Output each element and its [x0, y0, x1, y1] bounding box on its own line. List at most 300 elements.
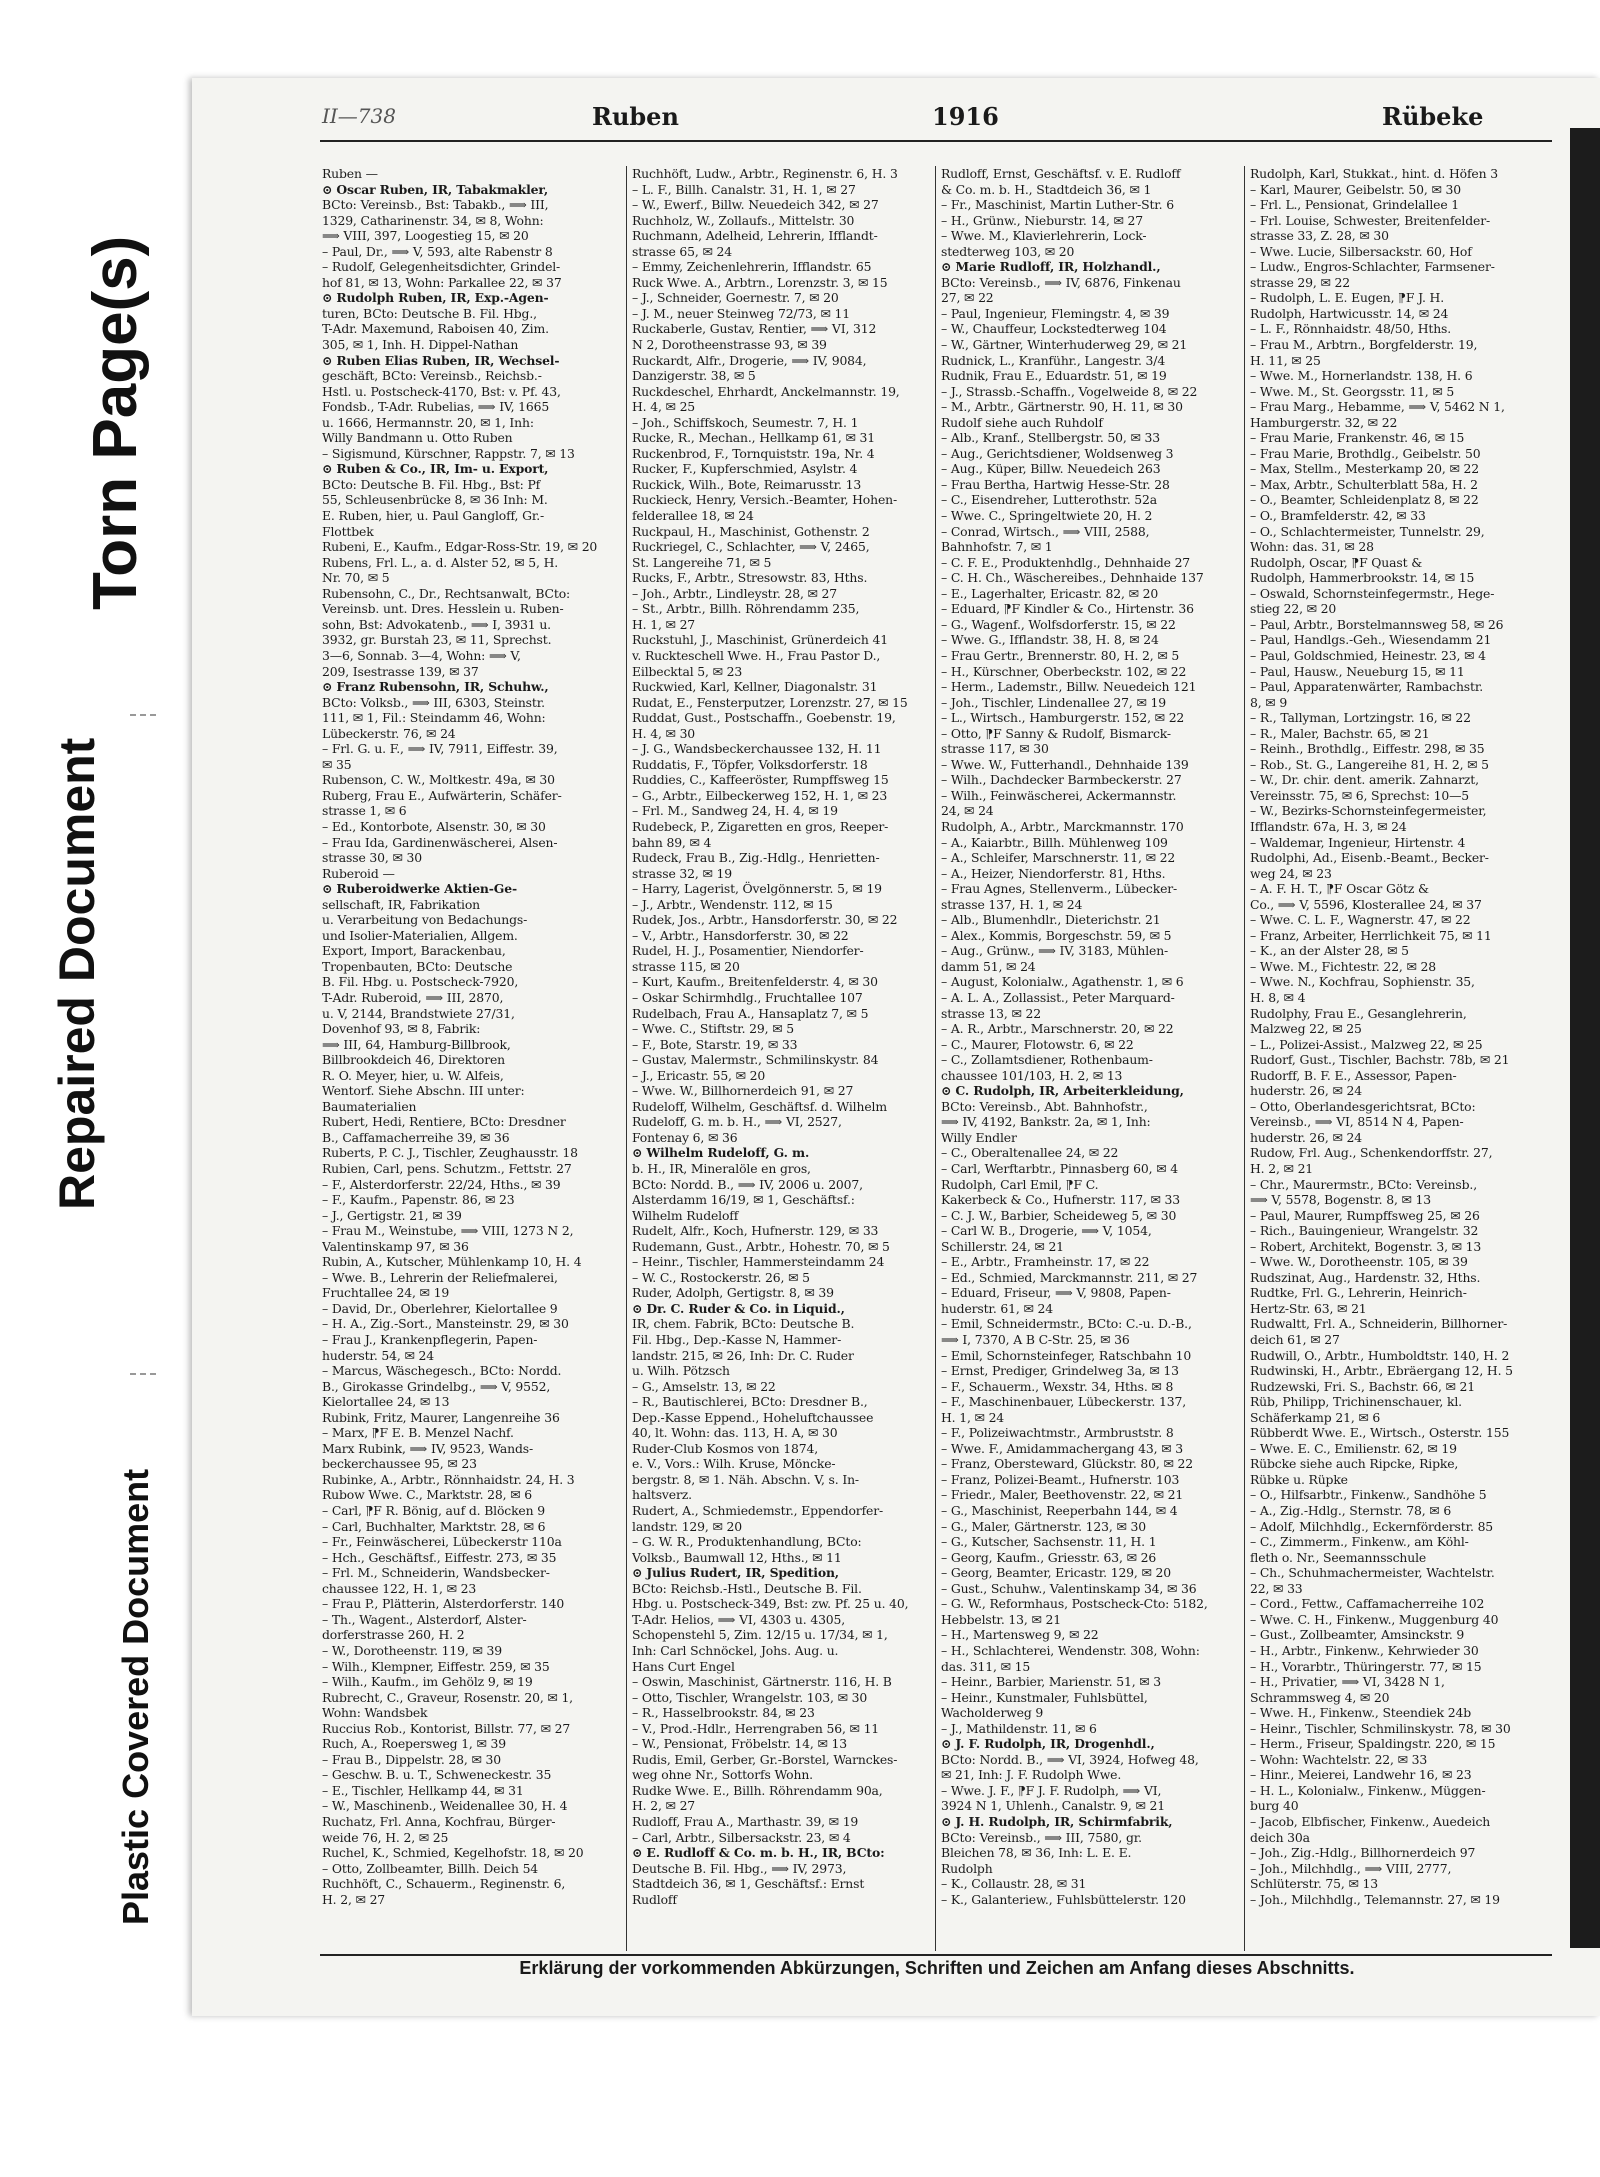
directory-entry-line: deich 30a — [1250, 1829, 1310, 1845]
directory-entry-line: Rudolph — [941, 1860, 993, 1876]
directory-entry-line: Rudeck, Frau B., Zig.-Hdlg., Henrietten- — [632, 850, 880, 866]
directory-entry-line: Schrammsweg 4, ✉ 20 — [1250, 1689, 1390, 1705]
directory-entry-line: 55, Schleusenbrücke 8, ✉ 36 Inh: M. — [322, 492, 548, 508]
directory-entry-line: Ruckpaul, H., Maschinist, Gothenstr. 2 — [632, 523, 870, 539]
directory-entry-line: Schopenstehl 5, Zim. 12/15 u. 17/34, ✉ 1, — [632, 1627, 888, 1643]
directory-entry-line: ⟹ III, 64, Hamburg-Billbrook, — [322, 1036, 511, 1052]
directory-entry-line: – Frau Marie, Brothdlg., Geibelstr. 50 — [1250, 445, 1481, 461]
directory-entry-line: Rudelbach, Frau A., Hansaplatz 7, ✉ 5 — [632, 1005, 869, 1021]
directory-entry-line: Rudnick, L., Kranführ., Langestr. 3/4 — [941, 352, 1166, 368]
directory-entry-line: – Rudolph, L. E. Eugen, ⁋F J. H. — [1250, 290, 1445, 306]
directory-entry-line: Rubow Wwe. C., Marktstr. 28, ✉ 6 — [322, 1487, 532, 1503]
directory-entry-line: weide 76, H. 2, ✉ 25 — [322, 1829, 449, 1845]
directory-entry-line: – A., Schleifer, Marschnerstr. 11, ✉ 22 — [941, 850, 1176, 866]
directory-entry-line: strasse 117, ✉ 30 — [941, 741, 1049, 757]
directory-entry-line: huderstr. 26, ✉ 24 — [1250, 1083, 1362, 1099]
directory-entry-line: – Franz, Polizei-Beamt., Hufnerstr. 103 — [941, 1471, 1180, 1487]
directory-entry-line: ⊙ Ruben & Co., IR, Im- u. Export, — [322, 461, 549, 477]
directory-entry-line: – Fr., Maschinist, Martin Luther-Str. 6 — [941, 197, 1174, 213]
directory-entry-line: – Aug., Küper, Billw. Neuedeich 263 — [941, 461, 1161, 477]
directory-entry-line: Bahnhofstr. 7, ✉ 1 — [941, 539, 1053, 555]
directory-entry-line: – F., Bote, Starstr. 19, ✉ 33 — [632, 1036, 798, 1052]
directory-entry-line: – Gust., Schuhw., Valentinskamp 34, ✉ 36 — [941, 1580, 1197, 1596]
directory-entry-line: ⊙ Marie Rudloff, IR, Holzhandl., — [941, 259, 1161, 275]
directory-entry-line: – Georg, Kaufm., Griesstr. 63, ✉ 26 — [941, 1549, 1157, 1565]
directory-entry-line: – W., Gärtner, Winterhuderweg 29, ✉ 21 — [941, 337, 1188, 353]
directory-entry-line: bergstr. 8, ✉ 1. Näh. Abschn. V, s. In- — [632, 1471, 859, 1487]
directory-entry-line: – Ludw., Engros-Schlachter, Farmsener- — [1250, 259, 1495, 275]
directory-entry-line: Wacholderweg 9 — [941, 1705, 1044, 1721]
directory-entry-line: huderstr. 26, ✉ 24 — [1250, 1129, 1362, 1145]
page-number: II—738 — [322, 104, 396, 128]
directory-entry-line: Ruddat, Gust., Postschaffn., Goebenstr. 19, — [632, 710, 896, 726]
directory-entry-line: – Robert, Architekt, Bogenstr. 3, ✉ 13 — [1250, 1238, 1482, 1254]
directory-entry-line: – Frau P., Plätterin, Alsterdorferstr. 140 — [322, 1596, 565, 1612]
directory-entry-line: Eilbecktal 5, ✉ 23 — [632, 663, 743, 679]
directory-entry-line: Rubien, Carl, pens. Schutzm., Fettstr. 27 — [322, 1161, 572, 1176]
directory-entry-line: – Ed., Kontorbote, Alsenstr. 30, ✉ 30 — [322, 818, 546, 834]
directory-entry-line: Rübberdt Wwe. E., Wirtsch., Osterstr. 155 — [1250, 1425, 1510, 1441]
directory-entry-line: E. Ruben, hier, u. Paul Gangloff, Gr.- — [322, 508, 545, 524]
directory-entry-line: Rudert, A., Schmiedemstr., Eppendorfer- — [632, 1503, 884, 1519]
directory-entry-line: – Carl, Werftarbtr., Pinnasberg 60, ✉ 4 — [941, 1161, 1178, 1176]
directory-entry-line: – W., Dorotheenstr. 119, ✉ 39 — [322, 1642, 502, 1658]
directory-entry-line: strasse 32, ✉ 19 — [632, 865, 732, 881]
directory-entry-line: Ruchhöft, Ludw., Arbtr., Reginenstr. 6, H. 3 — [632, 166, 898, 181]
directory-entry-line: – O., Bramfelderstr. 42, ✉ 33 — [1250, 508, 1426, 524]
directory-entry-line: Co., ⟹ V, 5596, Klosterallee 24, ✉ 37 — [1250, 896, 1482, 912]
directory-entry-line: Rudolph, Hammerbrookstr. 14, ✉ 15 — [1250, 570, 1475, 586]
directory-entry-line: strasse 13, ✉ 22 — [941, 1005, 1041, 1021]
directory-column-2 — [632, 166, 930, 1951]
directory-entry-line: BCto: Reichsb.-Hstl., Deutsche B. Fil. — [632, 1580, 862, 1596]
directory-entry-line: sellschaft, IR, Fabrikation — [322, 896, 481, 912]
directory-entry-line: – G., Arbtr., Eilbeckerweg 152, H. 1, ✉ 23 — [632, 787, 888, 803]
directory-entry-line: ⟹ V, 5578, Bogenstr. 8, ✉ 13 — [1250, 1192, 1432, 1208]
directory-entry-line: Rudolph, Carl Emil, ⁋F C. — [941, 1176, 1099, 1192]
directory-entry-line: Willy Bandmann u. Otto Ruben — [322, 430, 513, 446]
directory-entry-line: – Gust., Zollbeamter, Amsinckstr. 9 — [1250, 1627, 1465, 1643]
directory-entry-line: – R., Maler, Bachstr. 65, ✉ 21 — [1250, 725, 1430, 741]
directory-entry-line: – J., Schneider, Goernestr. 7, ✉ 20 — [632, 290, 839, 306]
directory-entry-line: – Frl. L., Pensionat, Grindelallee 1 — [1250, 197, 1460, 213]
directory-entry-line: – E., Arbtr., Framheinstr. 17, ✉ 22 — [941, 1254, 1150, 1270]
directory-entry-line: Rubin, A., Kutscher, Mühlenkamp 10, H. 4 — [322, 1254, 582, 1270]
directory-entry-line: – J. M., neuer Steinweg 72/73, ✉ 11 — [632, 305, 850, 321]
directory-entry-line: BCto: Deutsche B. Fil. Hbg., Bst: Pf — [322, 476, 541, 492]
directory-entry-line: – Wwe. G., Ifflandstr. 38, H. 8, ✉ 24 — [941, 632, 1159, 648]
directory-entry-line: – Joh., Milchhdlg., Telemannstr. 27, ✉ 19 — [1250, 1891, 1500, 1907]
directory-entry-line: – Otto, ⁋F Sanny & Rudolf, Bismarck- — [941, 725, 1171, 741]
directory-entry-line: – E., Lagerhalter, Ericastr. 82, ✉ 20 — [941, 585, 1159, 601]
directory-page — [192, 78, 1600, 2016]
directory-entry-line: – Joh., Zig.-Hdlg., Billhornerdeich 97 — [1250, 1845, 1476, 1861]
directory-entry-line: – C., Zollamtsdiener, Rothenbaum- — [941, 1052, 1153, 1068]
directory-entry-line: – G., Amselstr. 13, ✉ 22 — [632, 1378, 776, 1394]
directory-entry-line: Alsterdamm 16/19, ✉ 1, Geschäftsf.: — [632, 1192, 855, 1208]
directory-entry-line: deich 61, ✉ 27 — [1250, 1332, 1340, 1348]
directory-entry-line: u. V, 2144, Brandstwiete 27/31, — [322, 1005, 515, 1021]
directory-entry-line: Hstl. u. Postscheck-4170, Bst: v. Pf. 43, — [322, 383, 561, 399]
directory-entry-line: – F., Kaufm., Papenstr. 86, ✉ 23 — [322, 1192, 515, 1208]
directory-entry-line: Rudolphy, Frau E., Gesanglehrerin, — [1250, 1005, 1467, 1021]
directory-entry-line: – Joh., Schiffskoch, Seumestr. 7, H. 1 — [632, 414, 859, 430]
directory-entry-line: Baumaterialien — [322, 1098, 417, 1114]
directory-entry-line: – C., Oberaltenallee 24, ✉ 22 — [941, 1145, 1119, 1161]
directory-entry-line: u. 1666, Hermannstr. 20, ✉ 1, Inh: — [322, 414, 534, 430]
directory-entry-line: Hans Curt Engel — [632, 1658, 735, 1674]
directory-entry-line: huderstr. 54, ✉ 24 — [322, 1347, 434, 1363]
directory-entry-line: landstr. 129, ✉ 20 — [632, 1518, 742, 1534]
directory-entry-line: stedterweg 103, ✉ 20 — [941, 243, 1075, 259]
directory-entry-line: – Heinr., Barbier, Marienstr. 51, ✉ 3 — [941, 1674, 1162, 1690]
directory-entry-line: 27, ✉ 22 — [941, 290, 994, 306]
directory-entry-line: – H., Grünw., Nieburstr. 14, ✉ 27 — [941, 212, 1144, 228]
directory-entry-line: – K., an der Alster 28, ✉ 5 — [1250, 943, 1409, 959]
directory-entry-line: ⟹ VIII, 397, Loogestieg 15, ✉ 20 — [322, 228, 529, 244]
directory-entry-line: – Reinh., Brothdlg., Eiffestr. 298, ✉ 35 — [1250, 741, 1485, 757]
directory-entry-line: Rudolf siehe auch Ruhdolf — [941, 414, 1103, 430]
directory-entry-line: Malzweg 22, ✉ 25 — [1250, 1021, 1362, 1037]
directory-entry-line: – F., Maschinenbauer, Lübeckerstr. 137, — [941, 1394, 1186, 1410]
directory-entry-line: Rubenson, C. W., Moltkestr. 49a, ✉ 30 — [322, 772, 555, 788]
directory-entry-line: u. Verarbeitung von Bedachungs- — [322, 912, 528, 928]
header-first-entry: Ruben — [592, 102, 679, 131]
directory-entry-line: 3924 N 1, Uhlenh., Canalstr. 9, ✉ 21 — [941, 1798, 1165, 1814]
directory-entry-line: turen, BCto: Deutsche B. Fil. Hbg., — [322, 305, 537, 321]
directory-entry-line: – O., Schlachtermeister, Tunnelstr. 29, — [1250, 523, 1485, 539]
directory-entry-line: – Rob., St. G., Langereihe 81, H. 2, ✉ 5 — [1250, 756, 1489, 772]
directory-entry-line: fleth o. Nr., Seemannsschule — [1250, 1549, 1427, 1565]
directory-entry-line: Schäferkamp 21, ✉ 6 — [1250, 1409, 1381, 1425]
directory-entry-line: Fondsb., T-Adr. Rubelias, ⟹ IV, 1665 — [322, 399, 550, 415]
tear-marker — [130, 714, 156, 716]
directory-entry-line: – Wwe. W., Dorotheenstr. 105, ✉ 39 — [1250, 1254, 1468, 1270]
directory-entry-line: – Frau M., Arbtrn., Borgfelderstr. 19, — [1250, 337, 1478, 353]
directory-entry-line: Schillerstr. 24, ✉ 21 — [941, 1238, 1064, 1254]
directory-entry-line: e. V., Vors.: Wilh. Kruse, Möncke- — [632, 1456, 836, 1472]
directory-entry-line: H. 11, ✉ 25 — [1250, 352, 1321, 368]
directory-entry-line: – L., Wirtsch., Hamburgerstr. 152, ✉ 22 — [941, 710, 1185, 726]
directory-entry-line: – J., Strassb.-Schaffn., Vogelweide 8, ✉ 22 — [941, 383, 1198, 399]
directory-entry-line: – Herm., Friseur, Spaldingstr. 220, ✉ 15 — [1250, 1736, 1496, 1752]
directory-entry-line: – G., Maschinist, Reeperbahn 144, ✉ 4 — [941, 1503, 1178, 1519]
directory-entry-line: – Adolf, Milchhdlg., Eckernförderstr. 85 — [1250, 1518, 1494, 1534]
directory-entry-line: – J., Mathildenstr. 11, ✉ 6 — [941, 1720, 1097, 1736]
directory-entry-line: Fontenay 6, ✉ 36 — [632, 1129, 738, 1145]
directory-entry-line: 40, lt. Wohn: das. 113, H. A, ✉ 30 — [632, 1425, 838, 1441]
directory-entry-line: ⊙ Franz Rubensohn, IR, Schuhw., — [322, 679, 549, 695]
directory-entry-line: – Oswald, Schornsteinfegermstr., Hege- — [1250, 585, 1495, 601]
directory-entry-line: – Wwe. F., Amidammachergang 43, ✉ 3 — [941, 1440, 1183, 1456]
directory-entry-line: Fruchtallee 24, ✉ 19 — [322, 1285, 450, 1301]
directory-entry-line: Rubink, Fritz, Maurer, Langenreihe 36 — [322, 1409, 560, 1425]
directory-entry-line: – Carl W. B., Drogerie, ⟹ V, 1054, — [941, 1223, 1152, 1239]
directory-entry-line: Rudtke, Frl. G., Lehrerin, Heinrich- — [1250, 1285, 1467, 1301]
directory-entry-line: – H. L., Kolonialw., Finkenw., Müggen- — [1250, 1782, 1486, 1798]
directory-entry-line: T-Adr. Ruberoid, ⟹ III, 2870, — [322, 989, 504, 1005]
directory-entry-line: stieg 22, ✉ 20 — [1250, 601, 1337, 617]
directory-entry-line: – Wwe. B., Lehrerin der Reliefmalerei, — [322, 1269, 558, 1285]
directory-entry-line: – Frl. M., Sandweg 24, H. 4, ✉ 19 — [632, 803, 838, 819]
directory-entry-line: – Frau Marie, Frankenstr. 46, ✉ 15 — [1250, 430, 1465, 446]
directory-entry-line: Rudke Wwe. E., Billh. Röhrendamm 90a, — [632, 1782, 883, 1798]
directory-entry-line: Dovenhof 93, ✉ 8, Fabrik: — [322, 1021, 481, 1037]
directory-entry-line: – C. J. W., Barbier, Scheideweg 5, ✉ 30 — [941, 1207, 1177, 1223]
directory-entry-line: Rubens, Frl. L., a. d. Alster 52, ✉ 5, H. — [322, 554, 559, 570]
directory-entry-line: Rudolph, Oscar, ⁋F Quast & — [1250, 554, 1423, 570]
directory-entry-line: Rudorf, Gust., Tischler, Bachstr. 78b, ✉ 21 — [1250, 1052, 1510, 1068]
directory-entry-line: Rucker, F., Kupferschmied, Asylstr. 4 — [632, 461, 858, 477]
directory-entry-line: – Wilh., Klempner, Eiffestr. 259, ✉ 35 — [322, 1658, 550, 1674]
directory-entry-line: beckerchaussee 95, ✉ 23 — [322, 1456, 477, 1472]
directory-entry-line: Rudwaltt, Frl. A., Schneiderin, Billhorner- — [1250, 1316, 1508, 1332]
directory-entry-line: – O., Hilfsarbtr., Finkenw., Sandhöhe 5 — [1250, 1487, 1487, 1503]
directory-entry-line: ⊙ Ruben Elias Ruben, IR, Wechsel- — [322, 352, 560, 368]
directory-entry-line: Rudis, Emil, Gerber, Gr.-Borstel, Warnckes- — [632, 1751, 898, 1767]
directory-entry-line: ⟹ I, 7370, A B C-Str. 25, ✉ 36 — [941, 1332, 1130, 1348]
page-edge-shadow — [1570, 128, 1600, 1948]
directory-entry-line: – Fr., Feinwäscherei, Lübeckerstr 110a — [322, 1534, 562, 1550]
directory-entry-line: ⊙ Oscar Ruben, IR, Tabakmakler, — [322, 181, 549, 197]
directory-entry-line: Ruddies, C., Kaffeeröster, Rumpffsweg 15 — [632, 772, 889, 788]
directory-entry-line: Ruberts, P. C. J., Tischler, Zeughausstr. 18 — [322, 1145, 578, 1161]
directory-entry-line: Ruchmann, Adelheid, Lehrerin, Ifflandt- — [632, 228, 878, 244]
directory-entry-line: BCto: Vereinsb., ⟹ III, 7580, gr. — [941, 1829, 1142, 1845]
directory-entry-line: Ruckaberle, Gustav, Rentier, ⟹ VI, 312 — [632, 321, 877, 337]
directory-entry-line: Hamburgerstr. 32, ✉ 22 — [1250, 414, 1398, 430]
directory-entry-line: – David, Dr., Oberlehrer, Kielortallee 9 — [322, 1300, 558, 1316]
directory-entry-line: Lübeckerstr. 76, ✉ 24 — [322, 725, 456, 741]
directory-entry-line: IR, chem. Fabrik, BCto: Deutsche B. — [632, 1316, 855, 1332]
directory-entry-line: – Sigismund, Kürschner, Rappstr. 7, ✉ 13 — [322, 445, 575, 461]
directory-entry-line: – A. R., Arbtr., Marschnerstr. 20, ✉ 22 — [941, 1021, 1174, 1037]
directory-entry-line: Rudeloff, G. m. b. H., ⟹ VI, 2527, — [632, 1114, 842, 1130]
directory-entry-line: – Eduard, ⁋F Kindler & Co., Hirtenstr. 36 — [941, 601, 1194, 617]
column-divider — [626, 166, 627, 1951]
directory-entry-line: – Hch., Geschäftsf., Eiffestr. 273, ✉ 35 — [322, 1549, 557, 1565]
directory-entry-line: – C., Zimmerm., Finkenw., am Köhl- — [1250, 1534, 1469, 1550]
directory-entry-line: – A., Heizer, Niendorferstr. 81, Hths. — [941, 865, 1166, 881]
directory-entry-line: ⊙ C. Rudolph, IR, Arbeiterkleidung, — [941, 1083, 1184, 1099]
directory-entry-line: Ruckriegel, C., Schlachter, ⟹ V, 2465, — [632, 539, 870, 555]
directory-entry-line: – C. F. E., Produktenhdlg., Dehnhaide 27 — [941, 554, 1191, 570]
directory-entry-line: – V., Arbtr., Hansdorferstr. 30, ✉ 22 — [632, 927, 849, 943]
directory-entry-line: BCto: Volksb., ⟹ III, 6303, Steinstr. — [322, 694, 545, 710]
directory-entry-line: – Wwe. J. F., ⁋F J. F. Rudolph, ⟹ VI, — [941, 1782, 1162, 1798]
directory-entry-line: 1329, Catharinenstr. 34, ✉ 8, Wohn: — [322, 212, 544, 228]
directory-entry-line: Inh: Carl Schnöckel, Johs. Aug. u. — [632, 1642, 839, 1658]
directory-entry-line: ⊙ J. H. Rudolph, IR, Schirmfabrik, — [941, 1813, 1173, 1829]
directory-entry-line: das. 311, ✉ 15 — [941, 1658, 1031, 1674]
directory-entry-line: B., Caffamacherreihe 39, ✉ 36 — [322, 1129, 510, 1145]
directory-entry-line: – Harry, Lagerist, Övelgönnerstr. 5, ✉ 19 — [632, 881, 882, 897]
directory-entry-line: – W., Maschinenb., Weidenallee 30, H. 4 — [322, 1798, 568, 1814]
directory-entry-line: – Frau Bertha, Hartwig Hesse-Str. 28 — [941, 476, 1170, 492]
directory-entry-line: Dep.-Kasse Eppend., Hoheluftchaussee — [632, 1409, 874, 1425]
directory-entry-line: BCto: Nordd. B., ⟹ IV, 2006 u. 2007, — [632, 1176, 863, 1192]
directory-entry-line: strasse 1, ✉ 6 — [322, 803, 407, 819]
directory-entry-line: Bleichen 78, ✉ 36, Inh: L. E. E. — [941, 1845, 1132, 1861]
directory-entry-line: – Wwe. W., Futterhandl., Dehnhaide 139 — [941, 756, 1189, 772]
directory-entry-line: geschäft, BCto: Vereinsb., Reichsb.- — [322, 368, 542, 384]
directory-entry-line: – Waldemar, Ingenieur, Hirtenstr. 4 — [1250, 834, 1466, 850]
directory-entry-line: – G. W. R., Produktenhandlung, BCto: — [632, 1534, 862, 1550]
directory-entry-line: Ruberg, Frau E., Aufwärterin, Schäfer- — [322, 787, 562, 803]
directory-entry-line: Rudszinat, Aug., Hardenstr. 32, Hths. — [1250, 1269, 1481, 1285]
directory-entry-line: chaussee 101/103, H. 2, ✉ 13 — [941, 1067, 1123, 1083]
directory-entry-line: Rubensohn, C., Dr., Rechtsanwalt, BCto: — [322, 585, 571, 601]
directory-entry-line: – Hinr., Meierei, Landwehr 16, ✉ 23 — [1250, 1767, 1472, 1783]
directory-entry-line: – St., Arbtr., Billh. Röhrendamm 235, — [632, 601, 860, 617]
directory-entry-line: – Paul, Arbtr., Borstelmannsweg 58, ✉ 26 — [1250, 616, 1504, 632]
directory-entry-line: – W., Ewerf., Billw. Neuedeich 342, ✉ 27 — [632, 197, 879, 213]
directory-entry-line: b. H., IR, Mineralöle en gros, — [632, 1161, 811, 1176]
directory-entry-line: 305, ✉ 1, Inh. H. Dippel-Nathan — [322, 337, 519, 353]
directory-entry-line: – A. L. A., Zollassist., Peter Marquard- — [941, 989, 1175, 1005]
directory-column-3 — [941, 166, 1239, 1951]
directory-entry-line: 3932, gr. Burstah 23, ✉ 11, Sprechst. — [322, 632, 552, 648]
directory-entry-line: – O., Beamter, Schleidenplatz 8, ✉ 22 — [1250, 492, 1479, 508]
directory-entry-line: Ruder-Club Kosmos von 1874, — [632, 1440, 819, 1456]
directory-entry-line: H. 1, ✉ 27 — [632, 616, 696, 632]
repaired-document-label: Repaired Document — [49, 737, 105, 1210]
directory-entry-line: – H., Privatier, ⟹ VI, 3428 N 1, — [1250, 1674, 1445, 1690]
directory-entry-line: Ruckick, Wilh., Bote, Reimarusstr. 13 — [632, 476, 862, 492]
directory-entry-line: – Paul, Maurer, Rumpffsweg 25, ✉ 26 — [1250, 1207, 1480, 1223]
directory-entry-line: strasse 30, ✉ 30 — [322, 850, 422, 866]
directory-entry-line: Flottbek — [322, 523, 374, 539]
directory-entry-line: Ruckenbrod, F., Tornquiststr. 19a, Nr. 4 — [632, 445, 875, 461]
directory-entry-line: – Ernst, Prediger, Grindelweg 3a, ✉ 13 — [941, 1363, 1179, 1379]
directory-entry-line: – Th., Wagent., Alsterdorf, Alster- — [322, 1611, 527, 1627]
directory-entry-line: H. 8, ✉ 4 — [1250, 989, 1306, 1005]
directory-entry-line: Ruckdeschel, Ehrhardt, Anckelmannstr. 19, — [632, 383, 900, 399]
directory-entry-line: Ruder, Adolph, Gertigstr. 8, ✉ 39 — [632, 1285, 834, 1301]
directory-entry-line: – A. F. H. T., ⁋F Oscar Götz & — [1250, 881, 1429, 897]
directory-entry-line: – G., Wagenf., Wolfsdorferstr. 15, ✉ 22 — [941, 616, 1176, 632]
directory-entry-line: H. 4, ✉ 25 — [632, 399, 696, 415]
directory-entry-line: Export, Import, Barackenbau, — [322, 943, 506, 959]
directory-entry-line: – H., Martensweg 9, ✉ 22 — [941, 1627, 1099, 1643]
directory-entry-line: – Eduard, Friseur, ⟹ V, 9808, Papen- — [941, 1285, 1171, 1301]
directory-entry-line: ⊙ J. F. Rudolph, IR, Drogenhdl., — [941, 1736, 1155, 1752]
directory-entry-line: Rudemann, Gust., Arbtr., Hohestr. 70, ✉ 5 — [632, 1238, 890, 1254]
directory-entry-line: – Max, Arbtr., Schulterblatt 58a, H. 2 — [1250, 476, 1478, 492]
directory-entry-line: 209, Isestrasse 139, ✉ 37 — [322, 663, 479, 679]
directory-entry-line: – Emil, Schneidermstr., BCto: C.-u. D.-B., — [941, 1316, 1192, 1332]
directory-entry-line: – Wwe. M., Klavierlehrerin, Lock- — [941, 228, 1147, 244]
directory-entry-line: Fil. Hbg., Dep.-Kasse N, Hammer- — [632, 1332, 842, 1348]
directory-entry-line: – Frau B., Dippelstr. 28, ✉ 30 — [322, 1751, 501, 1767]
directory-entry-line: – Wilh., Dachdecker Barmbeckerstr. 27 — [941, 772, 1182, 788]
directory-entry-line: Kielortallee 24, ✉ 13 — [322, 1394, 450, 1410]
directory-entry-line: Rüb, Philipp, Trichinenschauer, kl. — [1250, 1394, 1462, 1410]
directory-entry-line: strasse 115, ✉ 20 — [632, 958, 740, 974]
directory-entry-line: haltsverz. — [632, 1487, 692, 1503]
directory-entry-line: B., Girokasse Grindelbg., ⟹ V, 9552, — [322, 1378, 551, 1394]
directory-entry-line: Rubrecht, C., Graveur, Rosenstr. 20, ✉ 1, — [322, 1689, 573, 1705]
directory-entry-line: – Rudolf, Gelegenheitsdichter, Grindel- — [322, 259, 561, 275]
plastic-covered-label: Plastic Covered Document — [115, 1468, 156, 1925]
directory-entry-line: St. Langereihe 71, ✉ 5 — [632, 554, 772, 570]
directory-entry-line: – Georg, Beamter, Ericastr. 129, ✉ 20 — [941, 1565, 1171, 1581]
directory-entry-line: – J., Gertigstr. 21, ✉ 39 — [322, 1207, 462, 1223]
directory-entry-line: Billbrookdeich 46, Direktoren — [322, 1052, 505, 1068]
directory-entry-line: – L. F., Rönnhaidstr. 48/50, Hths. — [1250, 321, 1452, 337]
directory-entry-line: Valentinskamp 97, ✉ 36 — [322, 1238, 469, 1254]
directory-entry-line: Vereinsstr. 75, ✉ 6, Sprechst: 10—5 — [1250, 787, 1470, 803]
directory-entry-line: Rudzewski, Fri. S., Bachstr. 66, ✉ 21 — [1250, 1378, 1476, 1394]
directory-entry-line: BCto: Vereinsb., Bst: Tabakb., ⟹ III, — [322, 197, 549, 213]
directory-entry-line: Rudek, Jos., Arbtr., Hansdorferstr. 30, ✉ 22 — [632, 912, 898, 928]
directory-entry-line: – H. A., Zig.-Sort., Mansteinstr. 29, ✉ 30 — [322, 1316, 569, 1332]
directory-entry-line: – C., Eisendreher, Lutterothstr. 52a — [941, 492, 1157, 508]
directory-entry-line: Rudloff, Frau A., Marthastr. 39, ✉ 19 — [632, 1813, 859, 1829]
directory-entry-line: – Gustav, Malermstr., Schmilinskystr. 84 — [632, 1052, 879, 1068]
directory-entry-line: – Frl. M., Schneiderin, Wandsbecker- — [322, 1565, 550, 1581]
directory-entry-line: – Carl, Buchhalter, Marktstr. 28, ✉ 6 — [322, 1518, 546, 1534]
directory-entry-line: strasse 137, H. 1, ✉ 24 — [941, 896, 1083, 912]
directory-entry-line: dorferstrasse 260, H. 2 — [322, 1627, 465, 1643]
column-divider — [1244, 166, 1245, 1951]
directory-entry-line: H. 2, ✉ 21 — [1250, 1161, 1314, 1176]
directory-entry-line: – Franz, Obersteward, Glückstr. 80, ✉ 22 — [941, 1456, 1193, 1472]
directory-entry-line: – Wwe. M., Fichtestr. 22, ✉ 28 — [1250, 958, 1436, 974]
directory-entry-line: – Wwe. C., Stiftstr. 29, ✉ 5 — [632, 1021, 794, 1037]
directory-entry-line: 24, ✉ 24 — [941, 803, 994, 819]
directory-entry-line: – Frau Marg., Hebamme, ⟹ V, 5462 N 1, — [1250, 399, 1505, 415]
directory-entry-line: Ruchhöft, C., Schauerm., Reginenstr. 6, — [322, 1876, 566, 1892]
page-header — [322, 98, 1552, 138]
directory-entry-line: Vereinsb. unt. Dres. Hesslein u. Ruben- — [322, 601, 564, 617]
directory-entry-line: – W., Bezirks-Schornsteinfegermeister, — [1250, 803, 1487, 819]
directory-entry-line: ✉ 35 — [322, 756, 352, 772]
directory-entry-line: burg 40 — [1250, 1798, 1299, 1814]
directory-entry-line: Tropenbauten, BCto: Deutsche — [322, 958, 513, 974]
directory-entry-line: – W. C., Rostockerstr. 26, ✉ 5 — [632, 1269, 810, 1285]
directory-entry-line: – H., Vorarbtr., Thüringerstr. 77, ✉ 15 — [1250, 1658, 1482, 1674]
directory-entry-line: – H., Arbtr., Finkenw., Kehrwieder 30 — [1250, 1642, 1479, 1658]
directory-entry-line: – Carl, ⁋F R. Bönig, auf d. Blöcken 9 — [322, 1503, 545, 1519]
directory-entry-line: – Frl. Louise, Schwester, Breitenfelder- — [1250, 212, 1491, 228]
directory-entry-line: – Frl. G. u. F., ⟹ IV, 7911, Eiffestr. 39, — [322, 741, 558, 757]
directory-entry-line: Rucke, R., Mechan., Hellkamp 61, ✉ 31 — [632, 430, 875, 446]
directory-entry-line: H. 4, ✉ 30 — [632, 725, 696, 741]
directory-entry-line: – Oskar Schirmhdlg., Fruchtallee 107 — [632, 989, 863, 1005]
directory-entry-line: – W., Chauffeur, Lockstedterweg 104 — [941, 321, 1167, 337]
directory-entry-line: – C., Maurer, Flotowstr. 6, ✉ 22 — [941, 1036, 1134, 1052]
directory-entry-line: Rudwill, O., Arbtr., Humboldtstr. 140, H. 2 — [1250, 1347, 1510, 1363]
directory-entry-line: – Paul, Goldschmied, Heinestr. 23, ✉ 4 — [1250, 647, 1486, 663]
directory-entry-line: – Jacob, Elbfischer, Finkenw., Auedeich — [1250, 1813, 1491, 1829]
directory-entry-line: Rudloff, Ernst, Geschäftsf. v. E. Rudloff — [941, 166, 1181, 181]
directory-entry-line: Vereinsb., ⟹ VI, 8514 N 4, Papen- — [1250, 1114, 1464, 1130]
directory-entry-line: – Wwe. E. C., Emilienstr. 62, ✉ 19 — [1250, 1440, 1457, 1456]
directory-entry-line: – G., Maler, Gärtnerstr. 123, ✉ 30 — [941, 1518, 1146, 1534]
directory-entry-line: – Marcus, Wäschegesch., BCto: Nordd. — [322, 1363, 562, 1379]
directory-entry-line: Ruccius Rob., Kontorist, Billstr. 77, ✉ 27 — [322, 1720, 571, 1736]
directory-entry-line: Schlüterstr. 75, ✉ 13 — [1250, 1876, 1378, 1892]
directory-entry-line: – G., Kutscher, Sachsenstr. 11, H. 1 — [941, 1534, 1157, 1550]
directory-entry-line: 3—6, Sonnab. 3—4, Wohn: ⟹ V, — [322, 647, 521, 663]
directory-entry-line: Rudeloff, Wilhelm, Geschäftsf. d. Wilhelm — [632, 1098, 887, 1114]
directory-entry-line: – J., Arbtr., Wendenstr. 112, ✉ 15 — [632, 896, 833, 912]
directory-entry-line: – Joh., Tischler, Lindenallee 27, ✉ 19 — [941, 694, 1166, 710]
directory-entry-line: – Wwe. Lucie, Silbersackstr. 60, Hof — [1250, 243, 1472, 259]
directory-entry-line: Nr. 70, ✉ 5 — [322, 570, 390, 586]
directory-entry-line: hof 81, ✉ 13, Wohn: Parkallee 22, ✉ 37 — [322, 274, 562, 290]
